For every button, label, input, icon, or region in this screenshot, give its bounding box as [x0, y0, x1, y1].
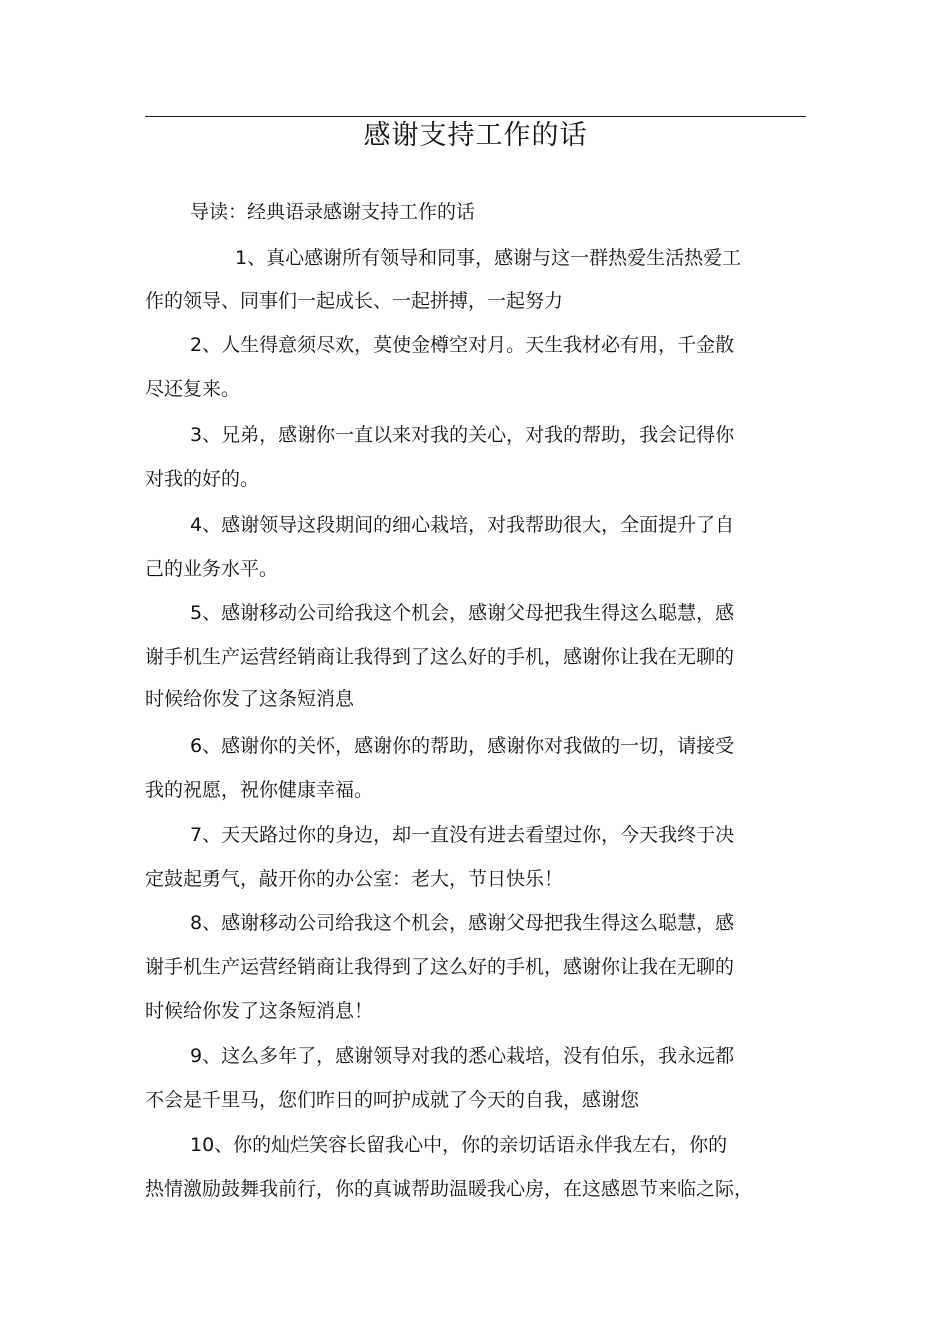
header-rule [145, 116, 806, 117]
paragraph-line: 我的祝愿，祝你健康幸福。 [145, 779, 374, 801]
paragraph-line: 定鼓起勇气，敲开你的办公室：老大，节日快乐！ [145, 868, 564, 890]
page-title: 感谢支持工作的话 [363, 120, 588, 151]
paragraph-line: 6、感谢你的关怀，感谢你的帮助，感谢你对我做的一切，请接受 [190, 735, 735, 757]
paragraph-line: 7、天天路过你的身边，却一直没有进去看望过你，今天我终于决 [190, 824, 735, 846]
paragraph-line: 己的业务水平。 [145, 558, 279, 580]
paragraph-line: 时候给你发了这条短消息 [145, 688, 355, 710]
paragraph-line: 10、你的灿烂笑容长留我心中，你的亲切话语永伴我左右，你的 [190, 1134, 728, 1156]
paragraph-line: 对我的好的。 [145, 468, 260, 490]
paragraph-line: 作的领导、同事们一起成长、一起拼搏，一起努力 [145, 290, 564, 312]
paragraph-line: 谢手机生产运营经销商让我得到了这么好的手机，感谢你让我在无聊的 [145, 646, 735, 668]
paragraph-line: 谢手机生产运营经销商让我得到了这么好的手机，感谢你让我在无聊的 [145, 956, 735, 978]
paragraph-line: 热情激励鼓舞我前行，你的真诚帮助温暖我心房，在这感恩节来临之际， [145, 1178, 754, 1200]
paragraph-line: 8、感谢移动公司给我这个机会，感谢父母把我生得这么聪慧，感 [190, 912, 735, 934]
paragraph-line: 4、感谢领导这段期间的细心栽培，对我帮助很大，全面提升了自 [190, 514, 735, 536]
paragraph-line: 1、真心感谢所有领导和同事，感谢与这一群热爱生活热爱工 [235, 247, 742, 269]
paragraph-line: 时候给你发了这条短消息！ [145, 1000, 374, 1022]
paragraph-line: 不会是千里马，您们昨日的呵护成就了今天的自我，感谢您 [145, 1089, 640, 1111]
paragraph-line: 3、兄弟，感谢你一直以来对我的关心，对我的帮助，我会记得你 [190, 424, 735, 446]
paragraph-line: 2、人生得意须尽欢，莫使金樽空对月。天生我材必有用，千金散 [190, 334, 735, 356]
paragraph-line: 尽还复来。 [145, 378, 241, 400]
paragraph-line: 9、这么多年了，感谢领导对我的悉心栽培，没有伯乐，我永远都 [190, 1045, 735, 1067]
intro-text: 导读：经典语录感谢支持工作的话 [190, 201, 476, 223]
paragraph-line: 5、感谢移动公司给我这个机会，感谢父母把我生得这么聪慧，感 [190, 602, 735, 624]
